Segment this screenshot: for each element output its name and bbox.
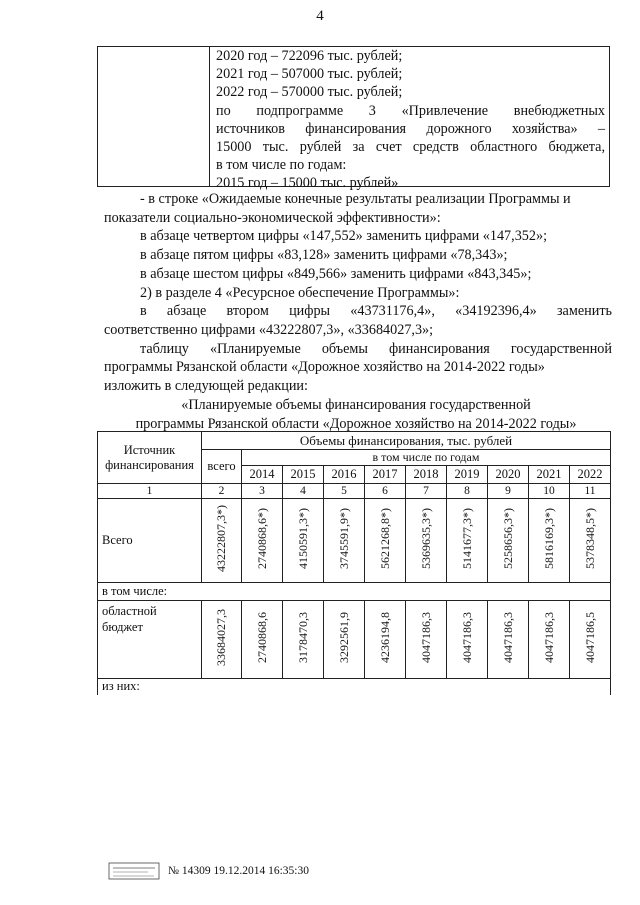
column-number: 2	[202, 484, 242, 499]
cell-value: 4150591,3*)	[295, 508, 310, 569]
year-header: 2018	[406, 466, 447, 484]
paragraph-line: программы Рязанской области «Дорожное хозяйство на 2014-2022 годы»	[104, 359, 545, 376]
table-cell	[529, 499, 570, 583]
paragraph-line: изложить в следующей редакции:	[104, 378, 308, 395]
paragraph-line: таблицу «Планируемые объемы финансирования государственной	[140, 340, 612, 357]
cell-line: 2022 год – 570000 тыс. рублей;	[216, 84, 403, 101]
table-cell	[529, 601, 570, 679]
cell-value: 5369635,3*)	[418, 508, 433, 569]
table-caption	[100, 396, 612, 433]
cell-value: 5258656,3*)	[500, 508, 515, 569]
year-header: 2014	[242, 466, 283, 484]
continuation-table	[97, 46, 610, 192]
column-number: 3	[242, 484, 283, 499]
column-number: 5	[324, 484, 365, 499]
cell-value: 2740868,6	[254, 612, 269, 663]
footer	[108, 862, 309, 880]
paragraph-line: 2) в разделе 4 «Ресурсное обеспечение Программы»:	[140, 284, 460, 301]
row-label-total: Всего	[98, 499, 202, 583]
cell-value: 4047186,3	[541, 612, 556, 663]
table-cell	[202, 499, 242, 583]
cell-line: 15000 тыс. рублей за счет средств областного бюджета,	[216, 139, 605, 156]
table-cell	[406, 499, 447, 583]
row-label-regional: областной бюджет	[98, 601, 202, 679]
volumes-header: Объемы финансирования, тыс. рублей	[202, 432, 611, 450]
table-cell	[365, 499, 406, 583]
paragraph-line: - в строке «Ожидаемые конечные результаты реализации Программы и	[140, 191, 571, 207]
table-cell	[242, 601, 283, 679]
cell-line: 2021 год – 507000 тыс. рублей;	[216, 66, 403, 83]
cell-value: 5378348,5*)	[582, 508, 597, 569]
cell-value: 3292561,9	[336, 612, 351, 663]
cell-line: по подпрограмме 3 «Привлечение внебюджетных	[216, 102, 605, 119]
registry-stamp-icon	[108, 862, 160, 880]
year-header: 2020	[488, 466, 529, 484]
year-header: 2015	[283, 466, 324, 484]
column-number: 10	[529, 484, 570, 499]
year-header: 2022	[570, 466, 611, 484]
year-header: 2016	[324, 466, 365, 484]
body-text	[104, 190, 612, 396]
column-number: 6	[365, 484, 406, 499]
by-years-header: в том числе по годам	[242, 450, 611, 466]
year-header: 2017	[365, 466, 406, 484]
column-divider	[209, 47, 210, 186]
column-number: 8	[447, 484, 488, 499]
cell-value: 4236194,8	[377, 612, 392, 663]
table-cell	[570, 601, 611, 679]
continuation-cell	[216, 47, 605, 193]
cell-value: 3745591,9*)	[336, 508, 351, 569]
cell-line: 2015 год – 15000 тыс. рублей»	[216, 175, 399, 192]
of-which-label: из них:	[98, 679, 611, 695]
cell-value: 5141677,3*)	[459, 508, 474, 569]
paragraph-line: в абзаце пятом цифры «83,128» заменить цифрами «78,343»;	[140, 247, 508, 264]
paragraph-line: соответственно цифрами «43222807,3», «33684027,3»;	[104, 321, 434, 338]
page-number: 4	[316, 8, 324, 24]
table-cell	[488, 601, 529, 679]
caption-line: программы Рязанской области «Дорожное хозяйство на 2014-2022 годы»	[135, 415, 577, 432]
cell-line: источников финансирования дорожного хозяйства» –	[216, 120, 605, 137]
table-cell	[406, 601, 447, 679]
column-number: 11	[570, 484, 611, 499]
including-label: в том числе:	[98, 583, 611, 601]
cell-value: 4047186,3	[500, 612, 515, 663]
cell-value: 43222807,3*)	[214, 505, 228, 572]
table-cell	[324, 601, 365, 679]
caption-line: «Планируемые объемы финансирования государственной	[181, 397, 531, 413]
cell-line: в том числе по годам:	[216, 157, 347, 174]
cell-value: 4047186,5	[582, 612, 597, 663]
cell-value: 33684027,3	[214, 609, 228, 666]
paragraph-line: показатели социально-экономической эффективности»:	[104, 209, 441, 226]
paragraph-line: в абзаце втором цифры «43731176,4», «34192396,4» заменить	[140, 303, 612, 320]
table-cell	[202, 601, 242, 679]
column-number: 4	[283, 484, 324, 499]
table-cell	[570, 499, 611, 583]
table-cell	[283, 601, 324, 679]
year-header: 2019	[447, 466, 488, 484]
table-cell	[365, 601, 406, 679]
column-number: 7	[406, 484, 447, 499]
table-cell	[488, 499, 529, 583]
source-header: Источник финансирования	[98, 432, 202, 484]
column-number: 9	[488, 484, 529, 499]
financing-table	[97, 431, 611, 695]
year-header: 2021	[529, 466, 570, 484]
table-cell	[324, 499, 365, 583]
cell-value: 5621268,8*)	[377, 508, 392, 569]
cell-value: 4047186,3	[418, 612, 433, 663]
cell-value: 5816169,3*)	[541, 508, 556, 569]
table-cell	[447, 601, 488, 679]
cell-value: 3178470,3	[295, 612, 310, 663]
cell-line: 2020 год – 722096 тыс. рублей;	[216, 48, 403, 64]
document-reference: № 14309 19.12.2014 16:35:30	[168, 865, 309, 877]
table-cell	[242, 499, 283, 583]
table-cell	[447, 499, 488, 583]
column-number: 1	[98, 484, 202, 499]
total-header: всего	[202, 450, 242, 484]
paragraph-line: в абзаце четвертом цифры «147,552» заменить цифрами «147,352»;	[140, 228, 548, 245]
paragraph-line: в абзаце шестом цифры «849,566» заменить цифрами «843,345»;	[140, 265, 532, 282]
cell-value: 4047186,3	[459, 612, 474, 663]
table-cell	[283, 499, 324, 583]
cell-value: 2740868,6*)	[254, 508, 269, 569]
